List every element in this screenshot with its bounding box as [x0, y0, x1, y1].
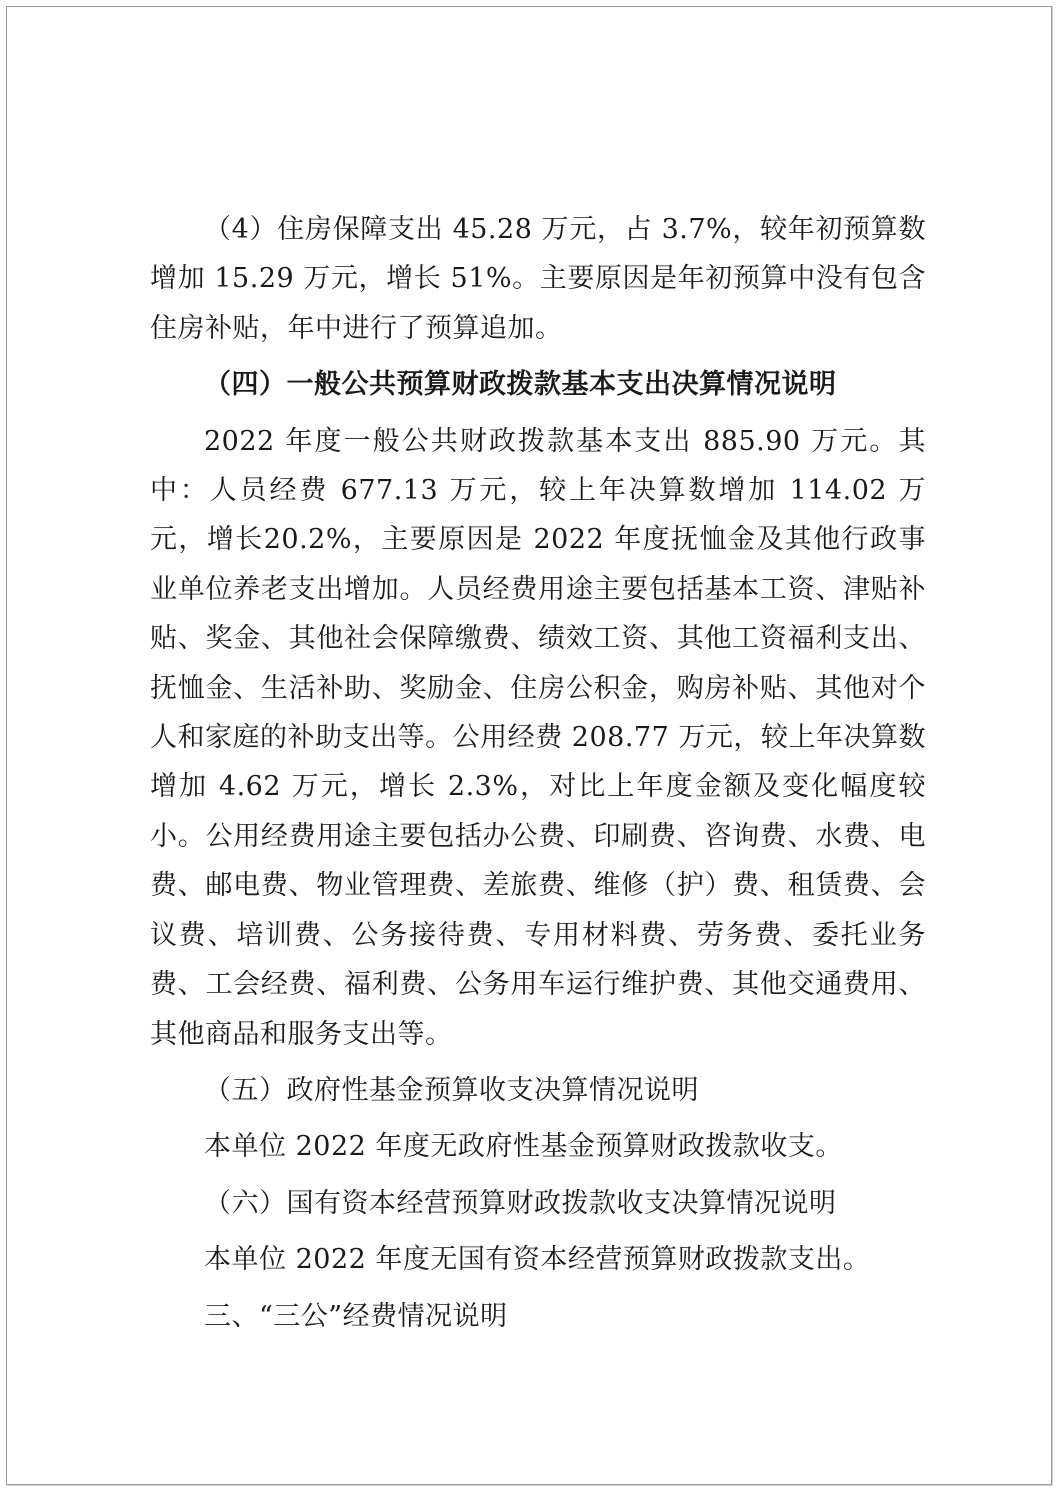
- section-heading-basic-expenditure: （四）一般公共预算财政拨款基本支出决算情况说明: [204, 369, 837, 401]
- paragraph-housing-expenditure: （4）住房保障支出 45.28 万元，占 3.7%，较年初预算数增加 15.29 万元，增长 51%。主要原因是年初预算中没有包含住房补贴，年中进行了预算追加。: [150, 214, 926, 344]
- paragraph-government-fund: 本单位 2022 年度无政府性基金预算财政拨款收支。: [204, 1131, 843, 1163]
- document-page: [6, 6, 1052, 1485]
- section-heading-three-public: 三、“三公”经费情况说明: [204, 1300, 508, 1332]
- section-heading-state-capital: （六）国有资本经营预算财政拨款收支决算情况说明: [204, 1187, 837, 1219]
- paragraph-state-capital: 本单位 2022 年度无国有资本经营预算财政拨款支出。: [204, 1244, 871, 1276]
- paragraph-basic-expenditure: 2022 年度一般公共财政拨款基本支出 885.90 万元。其中：人员经费 677.13 万元，较上年决算数增加 114.02 万元，增长20.2%，主要原因是 2022 年度抚恤金及其他行政事业单位养老支出增加。人员经费用途主要包括基本工资、津贴补贴、奖金、其他社会保障缴费、绩效工资、其他工资福利支出、抚恤金、生活补助、奖励金、住房公积金，购房补贴、其他对个人和家庭的补助支出等。公用经费 208.77 万元，较上年决算数增加 4.62 万元，增长 2.3%，对比上年度金额及变化幅度较小。公用经费用途主要包括办公费、印刷费、咨询费、水费、电费、邮电费、物业管理费、差旅费、维修（护）费、租赁费、会议费、培训费、公务接待费、专用材料费、劳务费、委托业务费、工会经费、福利费、公务用车运行维护费、其他交通费用、其他商品和服务支出等。: [150, 425, 926, 1050]
- section-heading-government-fund: （五）政府性基金预算收支决算情况说明: [204, 1074, 699, 1106]
- document-body: [150, 205, 926, 1341]
